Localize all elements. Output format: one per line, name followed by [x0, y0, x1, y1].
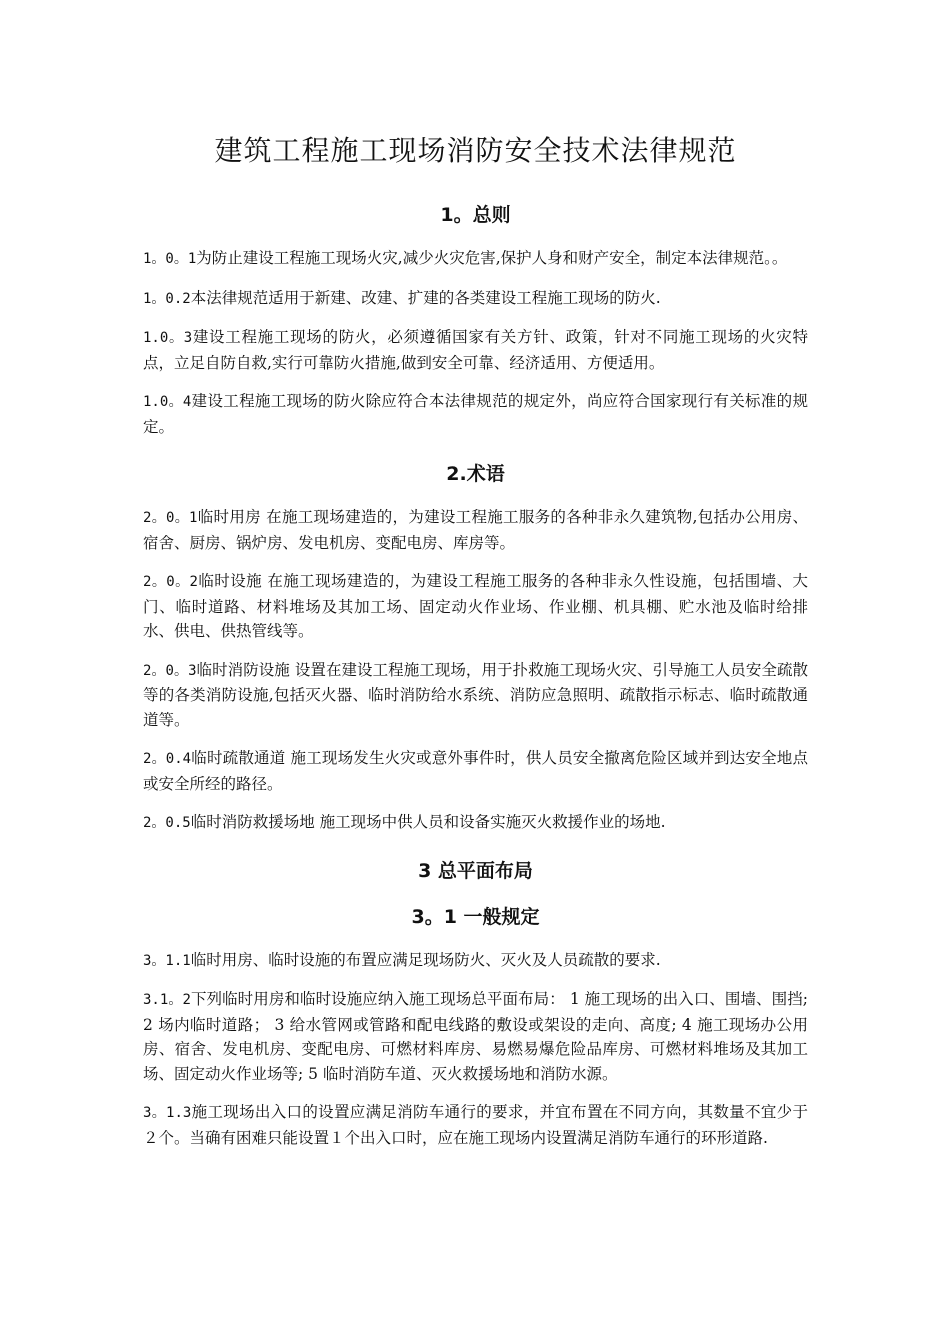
clause-number: 3.1。2	[143, 992, 191, 1008]
document-page	[143, 130, 808, 1164]
clause-text: 施工现场出入口的设置应满足消防车通行的要求，并宜布置在不同方向，其数量不宜少于２个。当确有困难只能设置１个出入口时，应在施工现场内设置满足消防车通行的环形道路.	[143, 1103, 808, 1147]
clause-paragraph	[143, 658, 808, 733]
section-heading: 3 总平面布局	[418, 859, 533, 882]
clause-number: 1。0。1	[143, 251, 197, 267]
clause-text: 本法律规范适用于新建、改建、扩建的各类建设工程施工现场的防火.	[190, 288, 661, 307]
clause-paragraph	[143, 505, 808, 555]
clause-number: 2。0.5	[143, 815, 191, 831]
clause-number: 2。0.4	[143, 751, 192, 767]
clause-text: 建设工程施工现场的防火，必须遵循国家有关方针、政策，针对不同施工现场的火灾特点，立足自防自救,实行可靠防火措施,做到安全可靠、经济适用、方便适用。	[143, 328, 808, 372]
clause-text: 建设工程施工现场的防火除应符合本法律规范的规定外，尚应符合国家现行有关标准的规定。	[143, 392, 808, 436]
clause-number: 1。0.2	[143, 290, 191, 307]
clause-text: 临时设施 在施工现场建造的，为建设工程施工服务的各种非永久性设施，包括围墙、大门、临时道路、材料堆场及其加工场、固定动火作业场、作业棚、机具棚、贮水池及临时给排水、供电、供热管线等。	[143, 572, 808, 640]
clause-text: 临时消防救援场地 施工现场中供人员和设备实施灭火救援作业的场地.	[190, 813, 666, 831]
clause-number: 2。0。3	[143, 662, 197, 679]
clause-paragraph	[143, 325, 808, 375]
clause-paragraph	[143, 569, 808, 644]
clause-paragraph	[143, 746, 808, 796]
clause-text: 临时疏散通道 施工现场发生火灾或意外事件时，供人员安全撤离危险区域并到达安全地点或安全所经的路径。	[143, 749, 808, 793]
clause-paragraph	[143, 1100, 808, 1150]
clause-paragraph	[143, 389, 808, 439]
clause-number: 1.0。3	[143, 330, 193, 346]
clause-paragraph	[143, 246, 808, 272]
clause-paragraph	[143, 286, 808, 312]
document-title: 建筑工程施工现场消防安全技术法律规范	[214, 134, 737, 167]
clause-number: 3。1.3	[143, 1105, 192, 1121]
clause-number: 2。0。2	[143, 574, 198, 590]
clause-text: 下列临时用房和临时设施应纳入施工现场总平面布局： 1 施工现场的出入口、围墙、围挡; 2 场内临时道路； 3 给水管网或管路和配电线路的敷设或架设的走向、高度; 4 施工现场办公用房、宿舍、发电机房、变配电房、可燃材料库房、易燃易爆危险品库房、可燃材料堆场及其加工场、固定动火作业场等; 5 临时消防车道、灭火救援场地和消防水源。	[143, 990, 808, 1083]
clause-paragraph	[143, 987, 808, 1086]
clause-number: 1.0。4	[143, 394, 192, 410]
clause-text: 为防止建设工程施工现场火灾,减少火灾危害,保护人身和财产安全，制定本法律规范。。	[196, 249, 788, 267]
clause-text: 临时消防设施 设置在建设工程施工现场，用于扑救施工现场火灾、引导施工人员安全疏散等的各类消防设施,包括灭火器、临时消防给水系统、消防应急照明、疏散指示标志、临时疏散通道等。	[143, 660, 808, 729]
clause-number: 3。1.1	[143, 952, 191, 969]
section-heading: 1。总则	[440, 204, 511, 226]
subsection-heading: 3。1 一般规定	[411, 905, 540, 928]
clause-paragraph	[143, 948, 808, 974]
clause-paragraph	[143, 810, 808, 836]
section-heading: 2.术语	[446, 463, 505, 485]
clause-text: 临时用房、临时设施的布置应满足现场防火、灭火及人员疏散的要求.	[190, 950, 661, 969]
clause-text: 临时用房 在施工现场建造的，为建设工程施工服务的各种非永久建筑物,包括办公用房、宿舍、厨房、锅炉房、发电机房、变配电房、库房等。	[143, 508, 809, 552]
clause-number: 2。0。1	[143, 510, 198, 526]
